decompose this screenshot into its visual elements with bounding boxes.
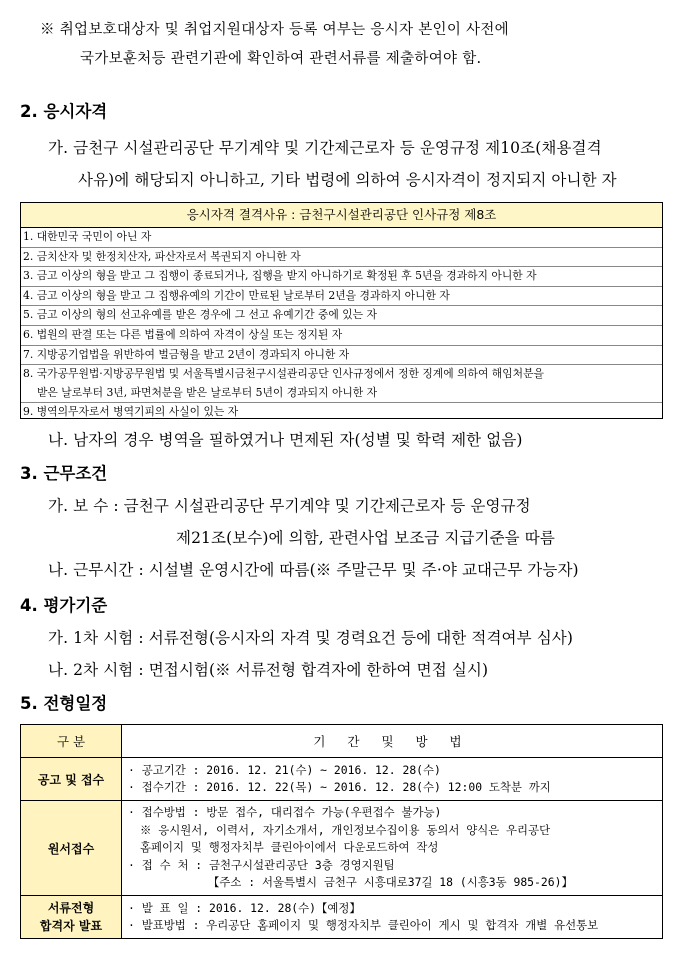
section-4-ga: 가. 1차 시험 : 서류전형(응시자의 자격 및 경력요건 등에 대한 적격여부 심사) [48,629,574,647]
schedule-row-body [122,758,663,801]
disqualification-item: 6. 법원의 판결 또는 다른 법률에 의하여 자격이 상실 또는 정지된 자 [21,326,662,346]
schedule-row-result [21,896,663,939]
schedule-line: 홈페이지 및 행정자치부 클린아이에서 다운로드하여 작성 [140,840,439,855]
section-2-na: 나. 남자의 경우 병역을 필하였거나 면제된 자(성별 및 학력 제한 없음) [48,431,523,449]
disqualification-item: 3. 금고 이상의 형을 받고 그 집행이 종료되거나, 집행을 받지 아니하기로 확정된 후 5년을 경과하지 아니한 자 [21,267,662,287]
schedule-line: · 접수기간 : 2016. 12. 22(목) ~ 2016. 12. 28(수) 12:00 도착분 까지 [128,780,551,794]
disqualification-box-title: 응시자격 결격사유 : 금천구시설관리공단 인사규정 제8조 [21,203,662,228]
disqualification-item: 2. 금치산자 및 한정치산자, 파산자로서 복권되지 아니한 자 [21,248,662,268]
schedule-line: · 발 표 일 : 2016. 12. 28(수)【예정】 [128,900,361,915]
disqualification-item: 4. 금고 이상의 형을 받고 그 집행유예의 기간이 만료된 날로부터 2년을 경과하지 아니한 자 [21,287,662,307]
schedule-row-label: 원서접수 [21,801,122,896]
disqualification-list [21,228,662,422]
disqualification-item-8-line-1: 8. 국가공무원법·지방공무원법 및 서울특별시금천구시설관리공단 인사규정에서 정한 징계에 의하여 해임처분을 [23,367,544,381]
schedule-line: · 공고기간 : 2016. 12. 21(수) ~ 2016. 12. 28(수) [128,762,441,777]
section-3-ga-line-1: 가. 보 수 : 금천구 시설관리공단 무기계약 및 기간제근로자 등 운영규정 [48,497,531,515]
schedule-table [20,724,663,939]
schedule-row-body [122,801,663,896]
disqualification-item: 5. 금고 이상의 형의 선고유예를 받은 경우에 그 선고 유예기간 중에 있는 자 [21,306,662,326]
schedule-line: · 접수방법 : 방문 접수, 대리접수 가능(우편접수 불가능) [128,805,442,820]
schedule-line: · 발표방법 : 우리공단 홈페이지 및 행정자치부 클린아이 게시 및 합격자 개별 유선통보 [128,918,599,932]
schedule-line: 【주소 : 서울특별시 금천구 시흥대로37길 18 (시흥3동 985-26)】 [208,875,573,890]
section-4-title: 4. 평가기준 [20,596,108,615]
schedule-row-label-line-1: 서류전형 [47,901,95,915]
notice-paragraph [40,16,670,74]
schedule-row-application [21,801,663,896]
section-3-title: 3. 근무조건 [20,464,108,483]
notice-line-2: 국가보훈처등 관련기관에 확인하여 관련서류를 제출하여야 함. [80,51,482,67]
section-3-ga-line-2: 제21조(보수)에 의함, 관련사업 보조금 지급기준을 따름 [176,529,555,547]
schedule-header-category: 구 분 [21,725,122,758]
disqualification-box [20,202,663,419]
section-3-na: 나. 근무시간 : 시설별 운영시간에 따름(※ 주말근무 및 주·야 교대근무 가능자) [48,561,579,579]
disqualification-item-8 [21,365,662,403]
schedule-line: · 접 수 처 : 금천구시설관리공단 3층 경영지원팀 [128,857,395,872]
section-2-ga-line-2: 사유)에 해당되지 아니하고, 기타 법령에 의하여 응시자격이 정지되지 아니한 자 [78,171,617,189]
disqualification-item: 9. 병역의무자로서 병역기피의 사실이 있는 자 [23,405,239,419]
schedule-row-body [122,896,663,939]
schedule-line: ※ 응시원서, 이력서, 자기소개서, 개인정보수집이용 동의서 양식은 우리공단 [140,822,551,837]
notice-line-1: ※ 취업보호대상자 및 취업지원대상자 등록 여부는 응시자 본인이 사전에 [40,22,509,38]
section-2-ga-line-1: 가. 금천구 시설관리공단 무기계약 및 기간제근로자 등 운영규정 제10조(채용결격 [48,139,602,157]
schedule-row-label [21,896,122,939]
section-2-title: 2. 응시자격 [20,102,108,121]
schedule-row-label: 공고 및 접수 [21,758,122,801]
schedule-header-row [21,725,663,758]
schedule-row-label-line-2: 합격자 발표 [39,919,103,933]
disqualification-item: 1. 대한민국 국민이 아닌 자 [21,228,662,248]
disqualification-item: 7. 지방공기업법을 위반하여 벌금형을 받고 2년이 경과되지 아니한 자 [21,346,662,366]
section-5-title: 5. 전형일정 [20,694,108,713]
schedule-row-announcement [21,758,663,801]
section-4-na: 나. 2차 시험 : 면접시험(※ 서류전형 합격자에 한하여 면접 실시) [48,661,489,679]
disqualification-item-8-line-2: 받은 날로부터 3년, 파면처분을 받은 날로부터 5년이 경과되지 아니한 자 [37,385,378,399]
schedule-header-period: 기 간 및 방 법 [122,725,663,758]
